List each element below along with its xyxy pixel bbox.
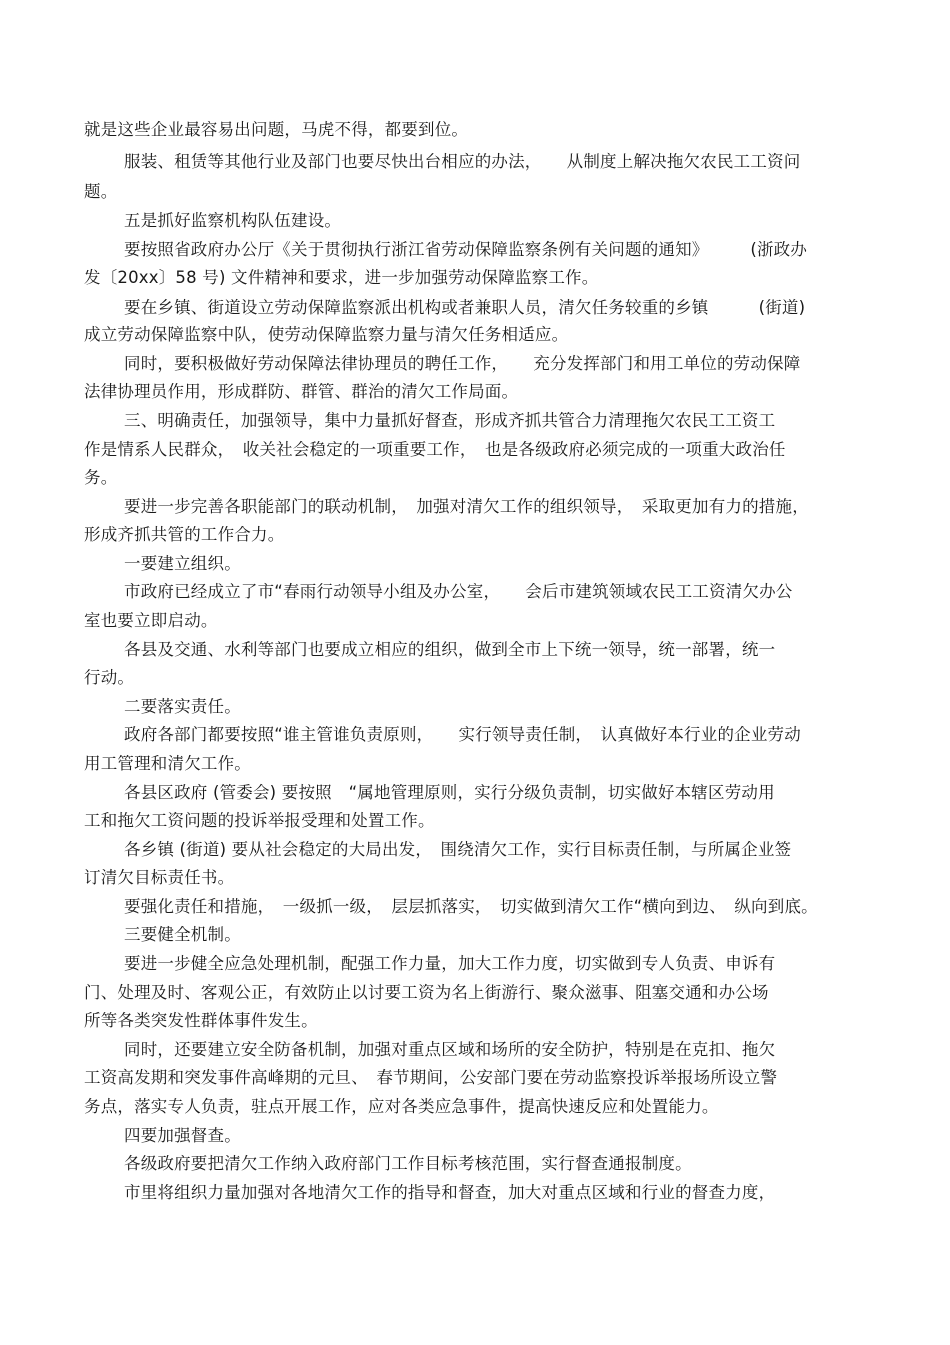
text-line: 市里将组织力量加强对各地清欠工作的指导和督查，加大对重点区域和行业的督查力度， <box>124 1183 776 1202</box>
text-line: 同时，还要建立安全防备机制，加强对重点区域和场所的安全防护，特别是在克扣、拖欠 <box>124 1040 776 1059</box>
text-line: 四要加强督查。 <box>124 1126 241 1145</box>
text-line: 务。 <box>84 468 118 487</box>
text-line: 各乡镇 (街道) 要从社会稳定的大局出发， 围绕清欠工作，实行目标责任制，与所属企业签 <box>124 840 792 859</box>
text-line: 工资高发期和突发事件高峰期的元旦、 春节期间，公安部门要在劳动监察投诉举报场所设立警 <box>84 1068 778 1087</box>
text-line: 服装、租赁等其他行业及部门也要尽快出台相应的办法， 从制度上解决拖欠农民工工资问 <box>124 152 801 171</box>
text-line: 三、明确责任，加强领导，集中力量抓好督查，形成齐抓共管合力清理拖欠农民工工资工 <box>124 411 776 430</box>
text-line: 要进一步完善各职能部门的联动机制， 加强对清欠工作的组织领导， 采取更加有力的措施， <box>124 497 809 516</box>
text-line: 政府各部门都要按照“谁主管谁负责原则， 实行领导责任制， 认真做好本行业的企业劳动 <box>124 725 801 744</box>
text-line: 室也要立即启动。 <box>84 611 218 630</box>
text-line: 门、处理及时、客观公正，有效防止以讨要工资为名上街游行、聚众滋事、阻塞交通和办公场 <box>84 983 769 1002</box>
text-line: 务点，落实专人负责，驻点开展工作，应对各类应急事件，提高快速反应和处置能力。 <box>84 1097 719 1116</box>
text-line: 作是情系人民群众， 收关社会稳定的一项重要工作， 也是各级政府必须完成的一项重大政治任 <box>84 440 786 459</box>
text-line: 一要建立组织。 <box>124 554 241 573</box>
text-line: 要进一步健全应急处理机制，配强工作力量，加大工作力度，切实做到专人负责、申诉有 <box>124 954 776 973</box>
text-line: 行动。 <box>84 668 135 687</box>
text-line: 形成齐抓共管的工作合力。 <box>84 525 285 544</box>
text-line: 就是这些企业最容易出问题，马虎不得，都要到位。 <box>84 120 469 139</box>
text-line: 题。 <box>84 182 118 201</box>
text-line: 用工管理和清欠工作。 <box>84 754 251 773</box>
text-line: 要强化责任和措施， 一级抓一级， 层层抓落实， 切实做到清欠工作“横向到边、 纵向到底。 <box>124 897 818 916</box>
text-line: 发〔20xx〕58 号) 文件精神和要求，进一步加强劳动保障监察工作。 <box>84 268 599 287</box>
text-line: 订清欠目标责任书。 <box>84 868 235 887</box>
text-line: 五是抓好监察机构队伍建设。 <box>124 211 342 230</box>
text-line: 三要健全机制。 <box>124 925 241 944</box>
text-line: 各县及交通、水利等部门也要成立相应的组织，做到全市上下统一领导，统一部署，统一 <box>124 640 776 659</box>
text-line: 各县区政府 (管委会) 要按照 “属地管理原则，实行分级负责制，切实做好本辖区劳动用 <box>124 783 775 802</box>
text-line: 市政府已经成立了市“春雨行动领导小组及办公室， 会后市建筑领域农民工工资清欠办公 <box>124 582 793 601</box>
text-line: 各级政府要把清欠工作纳入政府部门工作目标考核范围，实行督查通报制度。 <box>124 1154 692 1173</box>
text-line: 成立劳动保障监察中队，使劳动保障监察力量与清欠任务相适应。 <box>84 325 569 344</box>
text-line: 要按照省政府办公厅《关于贯彻执行浙江省劳动保障监察条例有关问题的通知》 (浙政办 <box>124 240 808 259</box>
text-line: 要在乡镇、街道设立劳动保障监察派出机构或者兼职人员，清欠任务较重的乡镇 (街道) <box>124 298 806 317</box>
text-line: 工和拖欠工资问题的投诉举报受理和处置工作。 <box>84 811 435 830</box>
text-line: 二要落实责任。 <box>124 697 241 716</box>
text-line: 法律协理员作用，形成群防、群管、群治的清欠工作局面。 <box>84 382 519 401</box>
text-line: 所等各类突发性群体事件发生。 <box>84 1011 318 1030</box>
text-line: 同时，要积极做好劳动保障法律协理员的聘任工作， 充分发挥部门和用工单位的劳动保障 <box>124 354 801 373</box>
